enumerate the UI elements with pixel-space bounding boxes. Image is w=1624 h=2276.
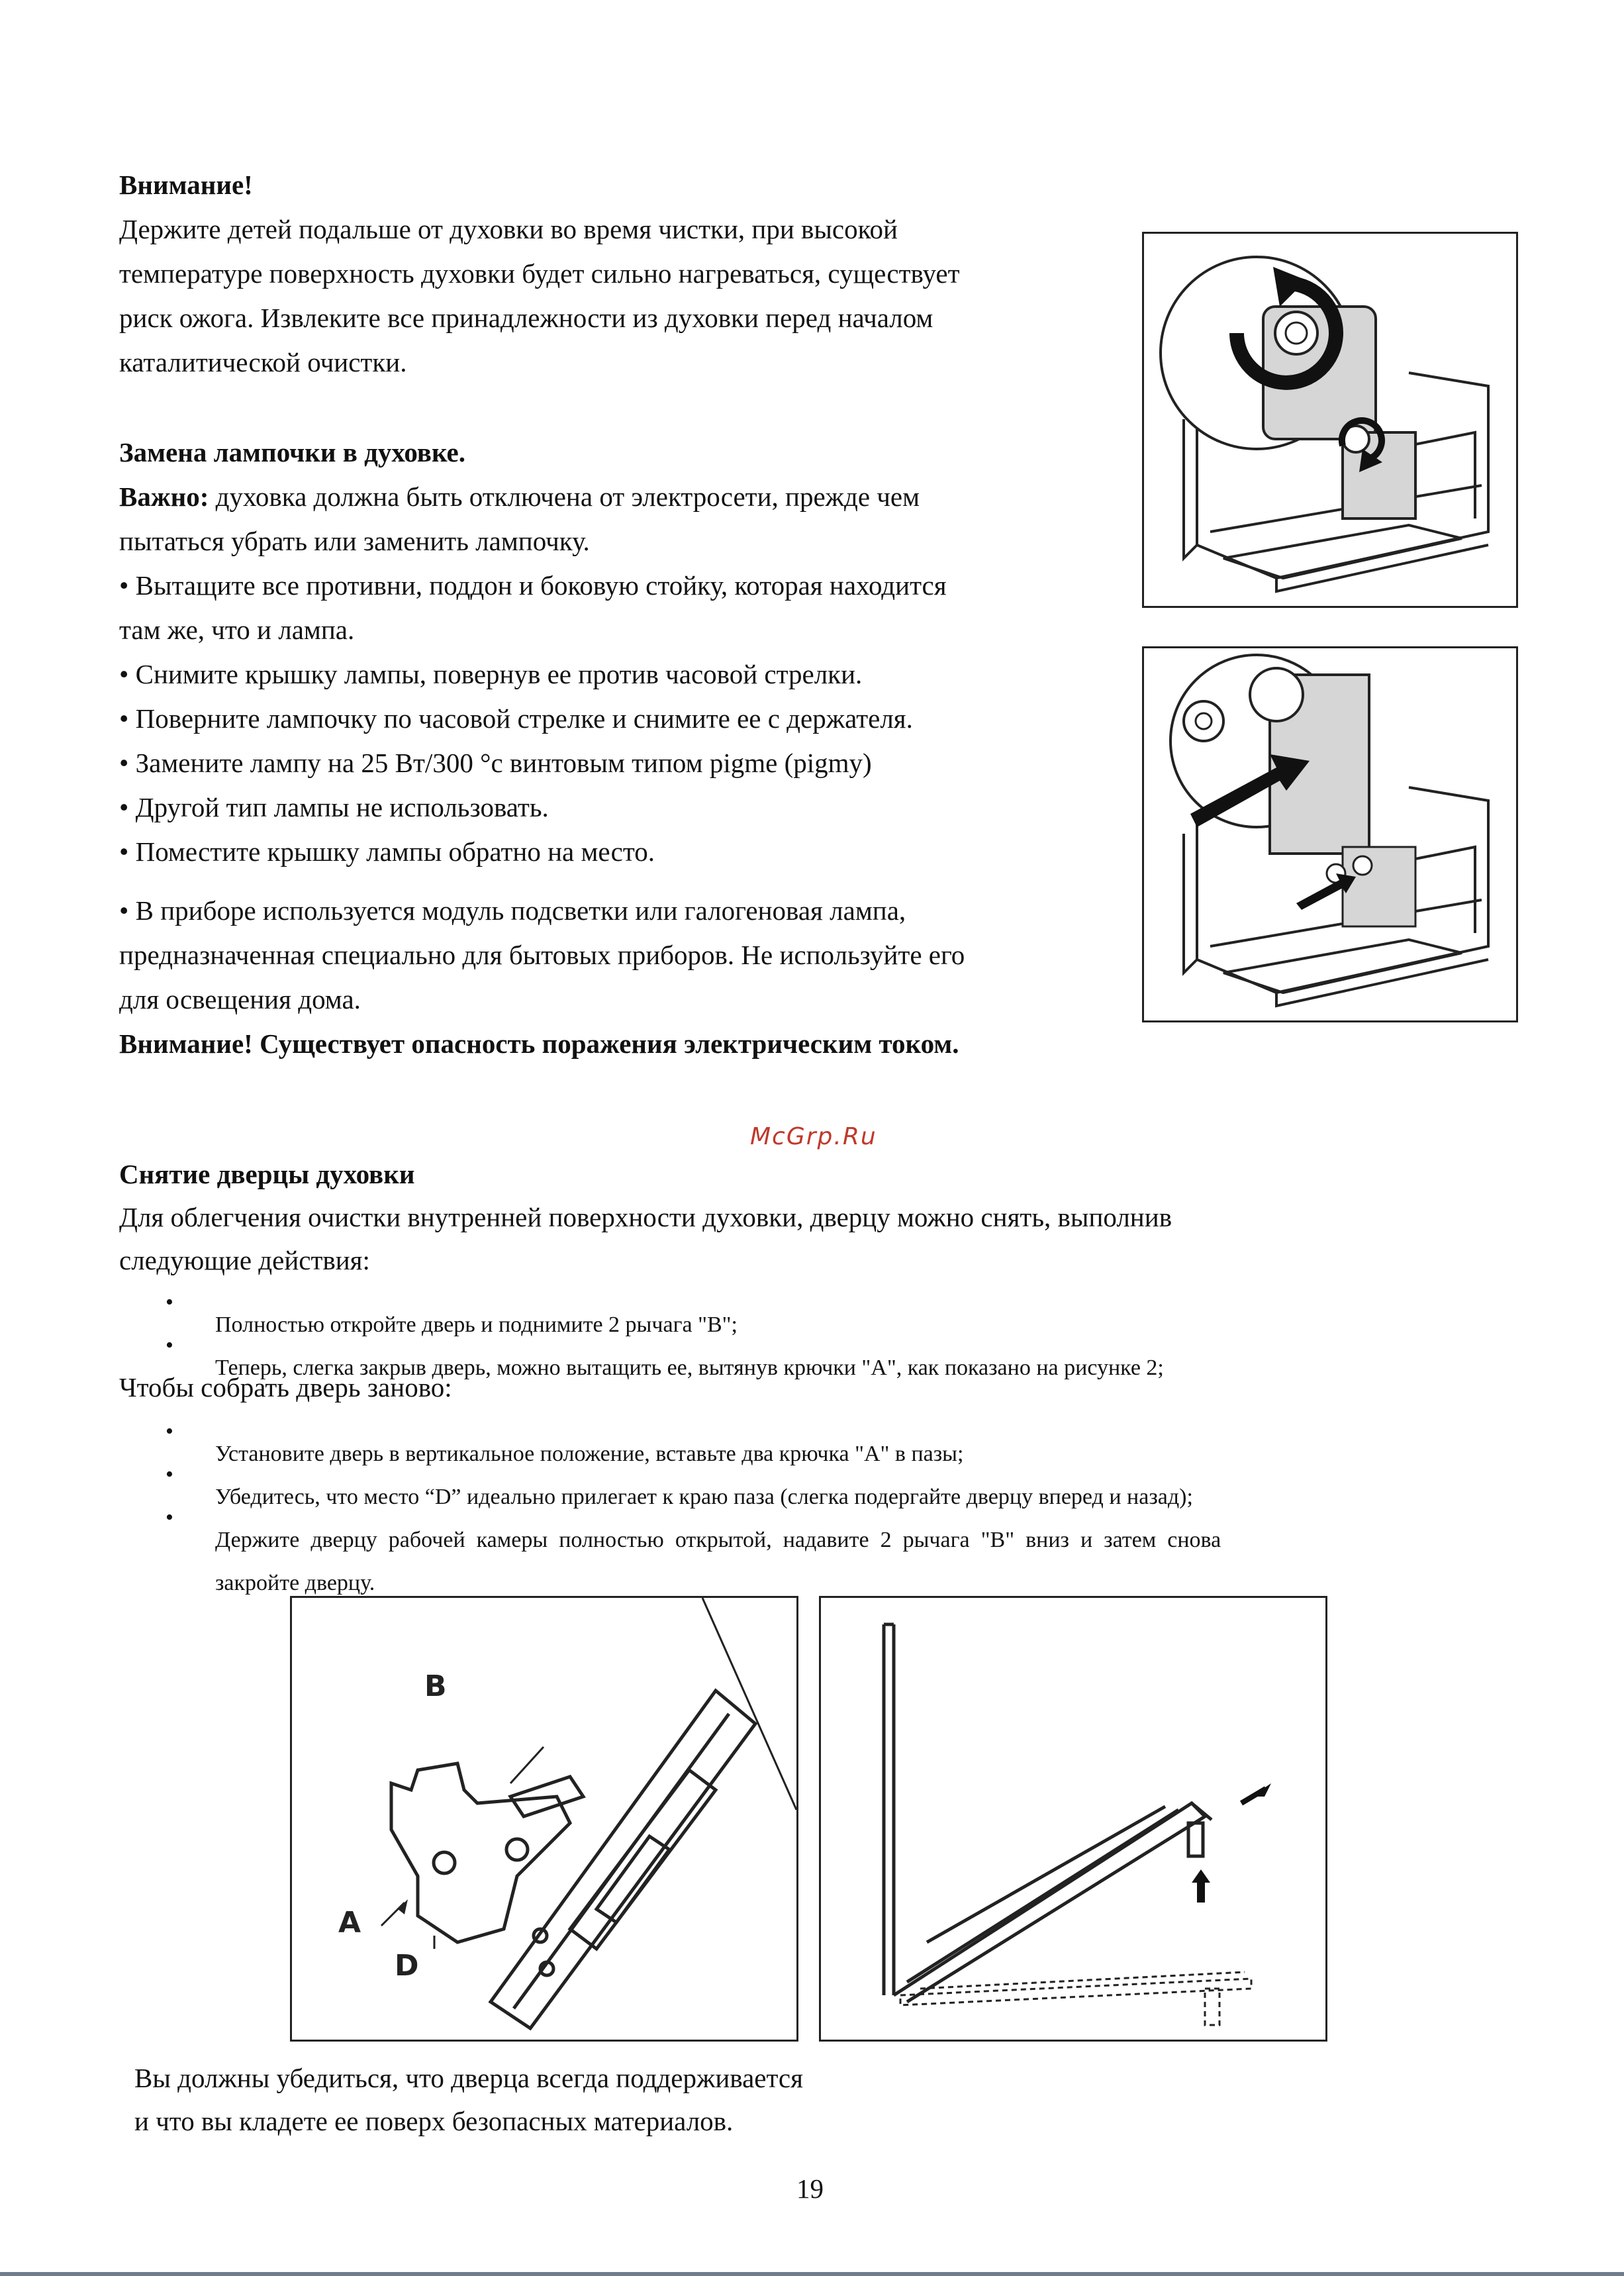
door-lift-illustration [821, 1598, 1325, 2040]
remove-step-1-bullet: • [166, 1290, 173, 1314]
figure-lamp-cover [1142, 232, 1518, 608]
label-b: B [424, 1669, 447, 1703]
door-hinge-illustration [292, 1598, 796, 2040]
reassemble-step-3: Держите дверцу рабочей камеры полностью открытой, надавите 2 рычага "В" вниз и затем снова [215, 1528, 1221, 1552]
reassemble-step-3-bullet: • [166, 1505, 173, 1530]
label-a: A [338, 1906, 361, 1940]
lamp-cover-illustration [1144, 234, 1516, 606]
warning-line-1: Держите детей подальше от духовки во время чистки, при высокой [119, 214, 898, 244]
label-d: D [395, 1949, 419, 1983]
figure-door-hinge [290, 1596, 798, 2042]
lamp-bullet-5: • Другой тип лампы не использовать. [119, 792, 549, 822]
lamp-important-line-2: пытаться убрать или заменить лампочку. [119, 526, 590, 556]
watermark: McGrp.Ru [750, 1123, 877, 1150]
lamp-module-line-3: для освещения дома. [119, 984, 361, 1014]
page-number: 19 [796, 2173, 824, 2204]
lamp-bullet-1: • Вытащите все противни, поддон и боковую стойку, которая находится [119, 570, 947, 601]
figure-bulb-replacement [1142, 646, 1518, 1022]
footer-rule [0, 2272, 1624, 2276]
lamp-section-title: Замена лампочки в духовке. [119, 437, 465, 468]
lamp-bullet-3: • Поверните лампочку по часовой стрелке и снимите ее с держателя. [119, 703, 913, 734]
important-text: духовка должна быть отключена от электросети, прежде чем [209, 481, 920, 512]
reassemble-step-2-bullet: • [166, 1462, 173, 1487]
remove-step-2-bullet: • [166, 1333, 173, 1358]
reassemble-step-3-cont: закройте дверцу. [215, 1571, 375, 1595]
bulb-replacement-illustration [1144, 648, 1516, 1020]
lamp-module-line-1: • В приборе используется модуль подсветки или галогеновая лампа, [119, 895, 906, 926]
remove-step-1: Полностью откройте дверь и поднимите 2 рычага "В"; [215, 1312, 738, 1337]
lamp-important [119, 475, 920, 519]
reassemble-step-1-bullet: • [166, 1419, 173, 1444]
reassemble-step-2: Убедитесь, что место “D” идеально прилегает к краю паза (слегка подергайте дверцу вперед и назад); [215, 1485, 1193, 1509]
door-intro-line-1: Для облегчения очистки внутренней поверхности духовки, дверцу можно снять, выполнив [119, 1202, 1172, 1232]
lamp-bullet-1-cont: там же, что и лампа. [119, 615, 355, 645]
reassemble-step-1: Установите дверь в вертикальное положение, вставьте два крючка "А" в пазы; [215, 1442, 964, 1466]
warning-line-3: риск ожога. Извлеките все принадлежности из духовки перед началом [119, 303, 933, 333]
closing-line-1: Вы должны убедиться, что дверца всегда поддерживается [134, 2063, 803, 2093]
warning-line-4: каталитической очистки. [119, 347, 407, 377]
door-section-title: Снятие дверцы духовки [119, 1159, 415, 1189]
warning-line-2: температуре поверхность духовки будет сильно нагреваться, существует [119, 258, 960, 289]
lamp-bullet-4: • Замените лампу на 25 Вт/300 °c винтовым типом pigme (pigmy) [119, 748, 872, 778]
door-intro-line-2: следующие действия: [119, 1245, 370, 1275]
lamp-bullet-2: • Снимите крышку лампы, повернув ее против часовой стрелки. [119, 659, 863, 689]
figure-door-lift [819, 1596, 1327, 2042]
lamp-module-line-2: предназначенная специально для бытовых приборов. Не используйте его [119, 940, 965, 970]
warning-title: Внимание! [119, 170, 253, 200]
lamp-bullet-6: • Поместите крышку лампы обратно на место. [119, 836, 655, 867]
closing-line-2: и что вы кладете ее поверх безопасных материалов. [134, 2106, 734, 2136]
important-label: Важно: [119, 481, 209, 512]
remove-step-2: Теперь, слегка закрыв дверь, можно вытащить ее, вытянув крючки "А", как показано на рисунке 2; [215, 1356, 1164, 1380]
electric-shock-warning: Внимание! Существует опасность поражения электрическим током. [119, 1028, 959, 1059]
reassemble-title: Чтобы собрать дверь заново: [119, 1372, 452, 1403]
